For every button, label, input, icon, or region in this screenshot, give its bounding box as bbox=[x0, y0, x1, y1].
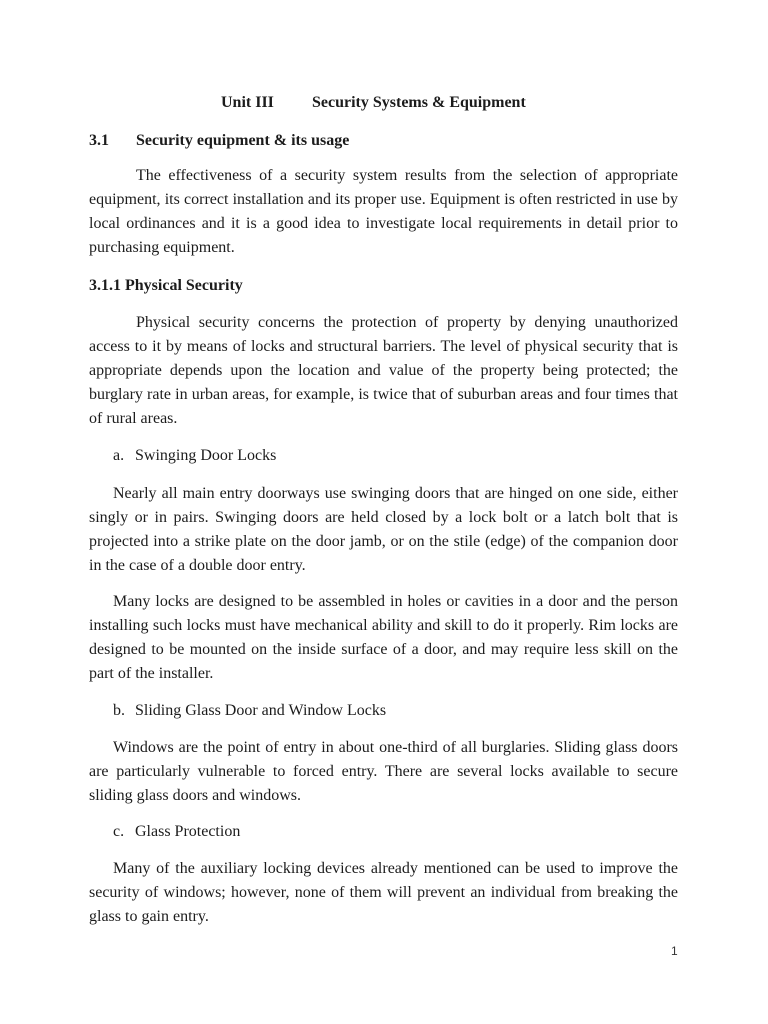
unit-number: Unit III bbox=[221, 94, 274, 111]
list-item-title: Glass Protection bbox=[135, 823, 241, 840]
unit-title-text: Security Systems & Equipment bbox=[312, 94, 526, 111]
paragraph-physical-security: Physical security concerns the protection of property by denying unauthorized access to it by means of locks and structural barriers. The level of physical security that is appropriate depends upon the location and value of the property being protected; the burglary rate in urban areas, for example, is twice that of suburban areas and four times that of rural areas. bbox=[89, 314, 678, 427]
unit-title bbox=[221, 93, 526, 113]
paragraph-swinging-doors-1: Nearly all main entry doorways use swinging doors that are hinged on one side, either singly or in pairs. Swinging doors are held closed by a lock bolt or a latch bolt that is projected into a strike plate on the door jamb, or on the stile (edge) of the companion door in the case of a double door entry. bbox=[89, 485, 678, 574]
section-number: 3.1 bbox=[89, 132, 109, 149]
list-item-title: Sliding Glass Door and Window Locks bbox=[135, 702, 387, 719]
list-item-sliding-glass-door-locks bbox=[113, 701, 386, 721]
paragraph-glass-protection: Many of the auxiliary locking devices already mentioned can be used to improve the security of windows; however, none of them will prevent an individual from breaking the glass to gain entry. bbox=[89, 860, 678, 925]
section-title: Security equipment & its usage bbox=[136, 132, 350, 149]
paragraph-swinging-doors-2: Many locks are designed to be assembled in holes or cavities in a door and the person installing such locks must have mechanical ability and skill to do it properly. Rim locks are designed to be mounted on the inside surface of a door, and may require less skill on the part of the installer. bbox=[89, 593, 678, 682]
list-marker: b. bbox=[113, 702, 125, 719]
section-heading-3-1 bbox=[89, 131, 349, 151]
list-item-glass-protection bbox=[113, 822, 240, 842]
list-marker: c. bbox=[113, 823, 125, 840]
list-item-swinging-door-locks bbox=[113, 446, 276, 466]
list-marker: a. bbox=[113, 447, 125, 464]
page-number: 1 bbox=[671, 944, 678, 958]
list-item-title: Swinging Door Locks bbox=[135, 447, 277, 464]
section-title: 3.1.1 Physical Security bbox=[89, 277, 243, 294]
paragraph-sliding-glass: Windows are the point of entry in about one-third of all burglaries. Sliding glass doors are particularly vulnerable to forced entry. There are several locks available to secure sliding glass doors and windows. bbox=[89, 739, 678, 804]
paragraph-intro: The effectiveness of a security system results from the selection of appropriate equipment, its correct installation and its proper use. Equipment is often restricted in use by local ordinances and it is a good idea to investigate local requirements in detail prior to purchasing equipment. bbox=[89, 167, 678, 256]
section-heading-3-1-1 bbox=[89, 276, 243, 296]
